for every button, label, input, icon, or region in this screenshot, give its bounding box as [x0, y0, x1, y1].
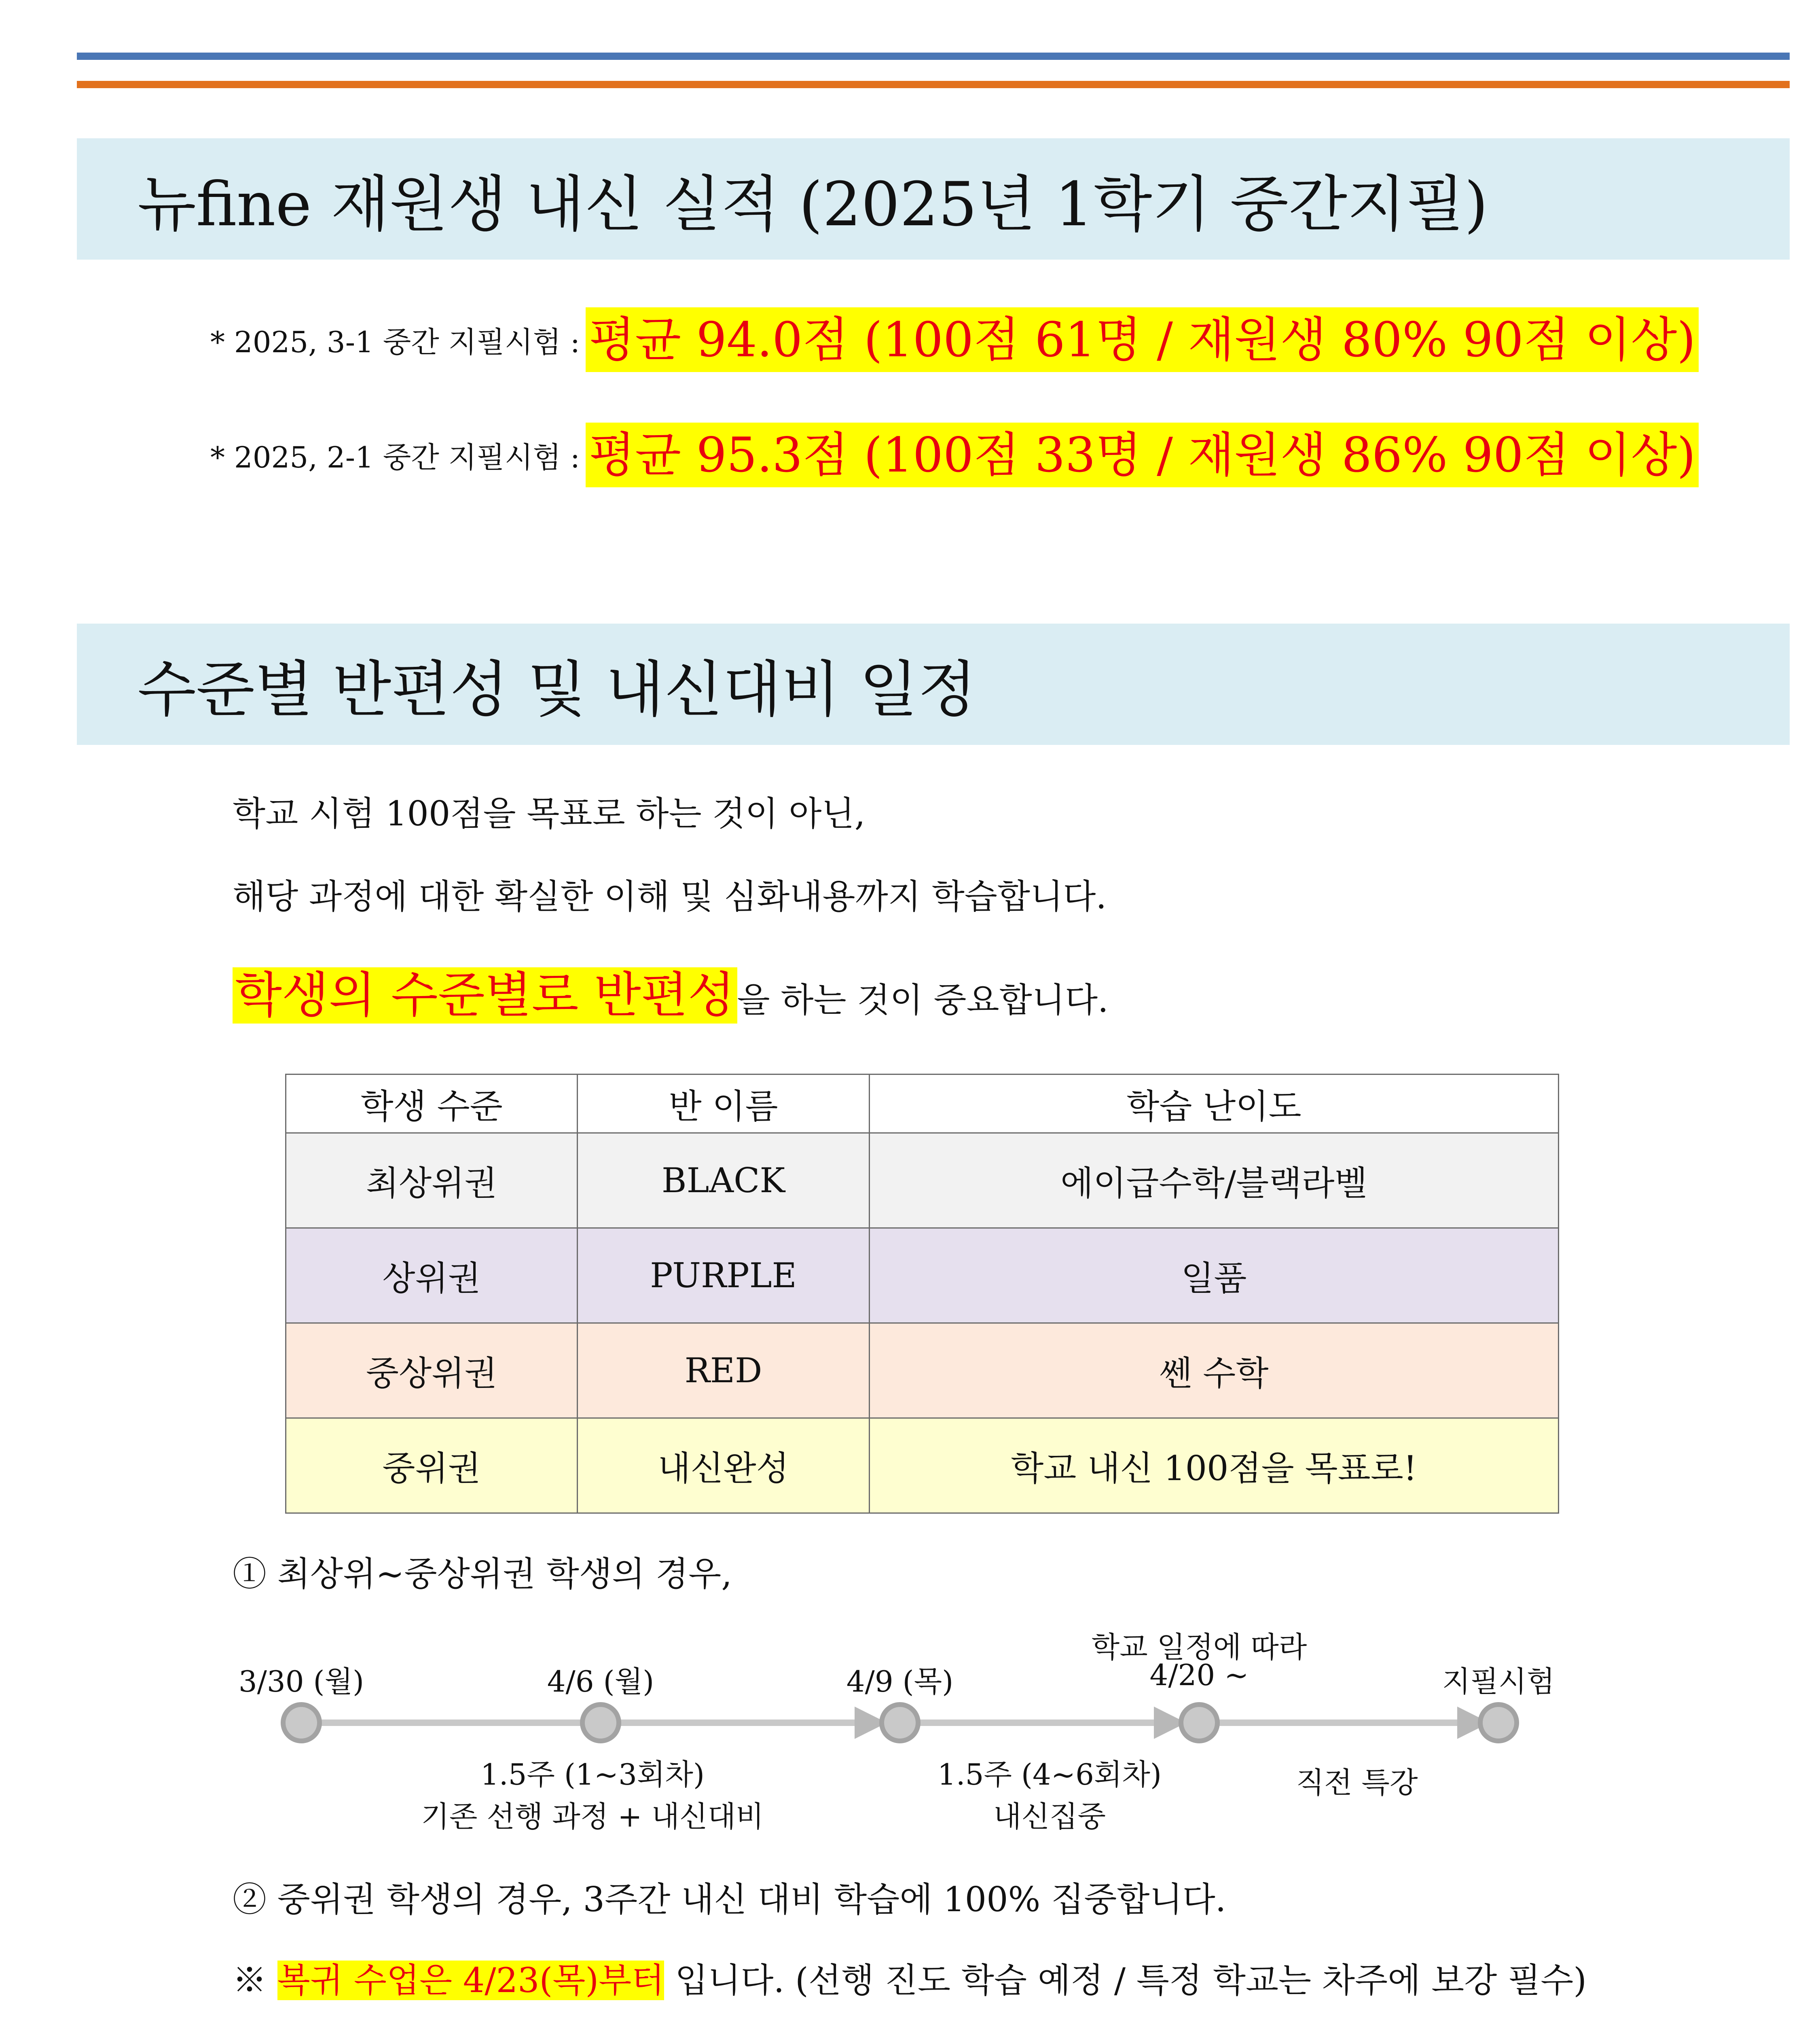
segment-1-label: [370, 1751, 815, 1835]
case-2-line: ② 중위권 학생의 경우, 3주간 내신 대비 학습에 100% 집중합니다.: [233, 1880, 1226, 1919]
result-2-label: * 2025, 2-1 중간 지필시험 :: [210, 440, 580, 474]
segment-2-line-2: 내신집중: [993, 1800, 1106, 1834]
intro-line-1: 학교 시험 100점을 목표로 하는 것이 아닌,: [233, 794, 866, 833]
top-orange-rule: [77, 81, 1790, 88]
cell-level: 중위권: [286, 1418, 578, 1513]
note-mark: ※: [233, 1961, 277, 2000]
date-label: 4/6 (월): [547, 1665, 654, 1698]
level-table: [285, 1074, 1559, 1514]
result-line-2: [210, 423, 1699, 487]
return-note: [233, 1953, 1587, 2002]
result-line-1: [210, 307, 1699, 372]
timeline-node: [1480, 1705, 1517, 1741]
result-1-label: * 2025, 3-1 중간 지필시험 :: [210, 325, 580, 359]
header-class: 반 이름: [578, 1074, 870, 1133]
cell-difficulty: 쎈 수학: [869, 1323, 1558, 1418]
date-note: 학교 일정에 따라: [1091, 1630, 1307, 1664]
cell-difficulty: 에이급수학/블랙라벨: [869, 1133, 1558, 1228]
segment-1-line-1: 1.5주 (1~3회차): [480, 1758, 705, 1791]
timeline-node: [1181, 1705, 1217, 1741]
cell-difficulty: 학교 내신 100점을 목표로!: [869, 1418, 1558, 1513]
emphasis-tail: 을 하는 것이 중요합니다.: [737, 980, 1109, 1020]
schedule-title-text: 수준별 반편성 및 내신대비 일정: [138, 655, 977, 725]
cell-class: 내신완성: [578, 1418, 870, 1513]
timeline-node: [283, 1705, 320, 1741]
emphasis-line: [233, 956, 1109, 1026]
timeline-node: [582, 1705, 619, 1741]
return-note-tail: 입니다. (선행 진도 학습 예정 / 특정 학교는 차주에 보강 필수): [664, 1961, 1587, 2000]
result-1-highlight: 평균 94.0점 (100점 61명 / 재원생 80% 90점 이상): [586, 307, 1699, 372]
cell-class: PURPLE: [578, 1228, 870, 1323]
return-date-highlight: 복귀 수업은 4/23(목)부터: [277, 1961, 665, 2000]
results-title-text: 뉴fine 재원생 내신 실적 (2025년 1학기 중간지필): [138, 169, 1488, 240]
segment-3-label: 직전 특강: [1296, 1766, 1418, 1800]
table-row: [286, 1418, 1559, 1513]
header-level: 학생 수준: [286, 1074, 578, 1133]
date-label: 4/9 (목): [846, 1665, 954, 1698]
cell-class: RED: [578, 1323, 870, 1418]
result-2-highlight: 평균 95.3점 (100점 33명 / 재원생 86% 90점 이상): [586, 423, 1699, 487]
table-row: [286, 1228, 1559, 1323]
date-label: 4/20 ~: [1149, 1658, 1249, 1692]
emphasis-highlight: 학생의 수준별로 반편성: [233, 967, 737, 1024]
case-1-heading: ① 최상위~중상위권 학생의 경우,: [233, 1554, 732, 1594]
results-section-title: [77, 138, 1790, 260]
timeline-node: [882, 1705, 918, 1741]
segment-2-label: [908, 1751, 1191, 1835]
schedule-section-title: [77, 624, 1790, 745]
cell-class: BLACK: [578, 1133, 870, 1228]
table-row: [286, 1133, 1559, 1228]
segment-2-line-1: 1.5주 (4~6회차): [937, 1758, 1162, 1791]
table-header-row: [286, 1074, 1559, 1133]
intro-line-2: 해당 과정에 대한 확실한 이해 및 심화내용까지 학습합니다.: [233, 877, 1107, 916]
top-blue-rule: [77, 53, 1790, 60]
segment-1-line-2: 기존 선행 과정 + 내신대비: [421, 1800, 764, 1834]
table-row: [286, 1323, 1559, 1418]
header-difficulty: 학습 난이도: [869, 1074, 1558, 1133]
cell-level: 중상위권: [286, 1323, 578, 1418]
cell-level: 상위권: [286, 1228, 578, 1323]
cell-level: 최상위권: [286, 1133, 578, 1228]
cell-difficulty: 일품: [869, 1228, 1558, 1323]
date-label: 지필시험: [1442, 1665, 1555, 1698]
date-label: 3/30 (월): [238, 1665, 364, 1698]
